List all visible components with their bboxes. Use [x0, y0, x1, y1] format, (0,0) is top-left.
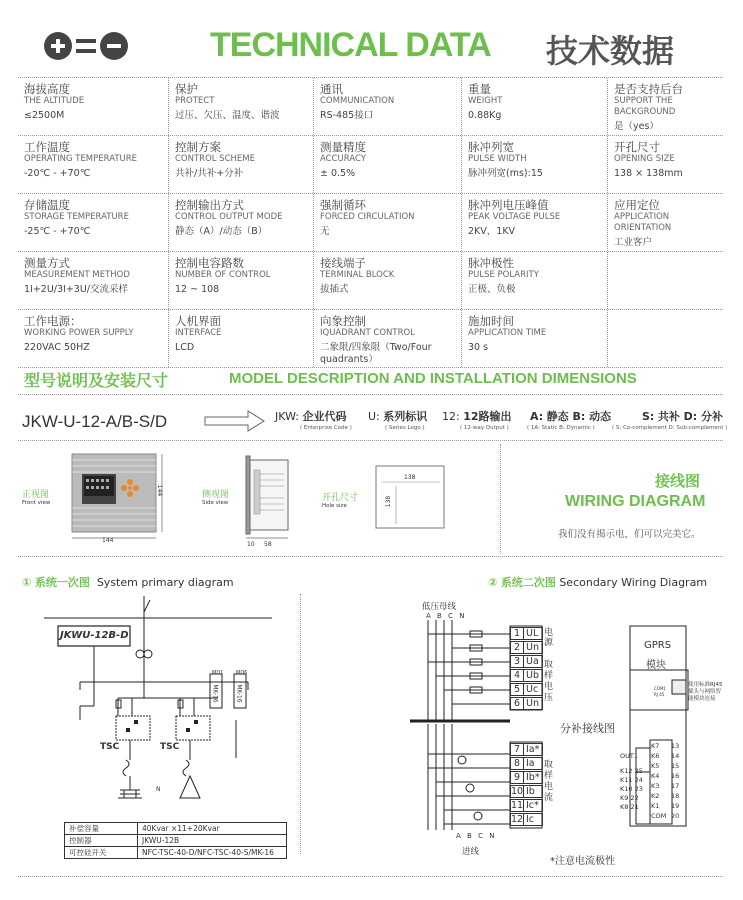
spec-label-en: APPLICATION ORIENTATION — [614, 212, 672, 233]
terminal-number: 8 — [510, 757, 524, 770]
current-sample-label: 取样电流 — [544, 760, 554, 803]
spec-value: ± 0.5% — [320, 168, 356, 179]
md1-label: MD1 — [212, 670, 224, 676]
spec-label-en: ACCURACY — [320, 154, 366, 164]
primary-spec-table — [64, 822, 287, 859]
mk-label-1: MK-16 — [211, 684, 219, 703]
terminal-number: 2 — [510, 641, 524, 654]
output-mid-terminal — [651, 742, 679, 750]
spec-value: LCD — [175, 342, 195, 353]
spec-label-cn: 强制循环 — [320, 198, 366, 212]
table-cell: 控制器 — [65, 835, 138, 847]
spec-value: 0.88Kg — [468, 110, 502, 121]
spec-value: 12 ~ 108 — [175, 284, 220, 295]
spec-row — [18, 78, 723, 136]
terminal-number: 9 — [510, 771, 524, 784]
legend-ab-sub: ( 1A: Static B: Dynamic ) — [527, 425, 595, 431]
output-mid-terminal — [651, 752, 679, 760]
voltage-sample-label: 取样电压 — [544, 660, 554, 703]
spec-cell — [313, 252, 461, 309]
spec-label-en: APPLICATION TIME — [468, 328, 547, 338]
out-left-num: 21 — [630, 803, 639, 811]
phase-labels-bottom: A B C N — [456, 832, 497, 840]
legend-12-sub: ( 12-way Output ) — [460, 425, 509, 431]
terminal-number: 10 — [511, 786, 524, 797]
spec-value: 脉冲列宽(ms):15 — [468, 168, 543, 179]
page-title-en: TECHNICAL DATA — [210, 26, 491, 64]
spec-label-cn: 海拔高度 — [24, 82, 70, 96]
spec-label-cn: 脉冲列电压峰值 — [468, 198, 549, 212]
divider — [18, 394, 723, 395]
out-left-label: K12 — [620, 767, 633, 775]
spec-cell — [461, 252, 607, 309]
spec-label-cn: 存储温度 — [24, 198, 70, 212]
terminal — [510, 655, 543, 668]
terminal-label: Ib — [524, 785, 543, 798]
spec-value: 过压、欠压、温度、谐波 — [175, 110, 280, 121]
spec-table — [18, 78, 723, 368]
legend-u-sub: ( Series Logo ) — [385, 425, 425, 431]
terminal-label: Ic* — [524, 799, 543, 812]
divider — [18, 556, 723, 557]
out-mid-num: 14 — [671, 752, 680, 760]
polarity-note: *注意电流极性 — [550, 856, 615, 867]
output-mid-terminal — [651, 782, 679, 790]
primary-diagram-label: ① 系统一次图 System primary diagram — [22, 576, 234, 589]
terminal — [510, 771, 543, 784]
model-code: JKW-U-12-A/B-S/D — [22, 412, 168, 431]
terminal-label: Ic — [524, 813, 543, 826]
out-mid-num: 18 — [671, 792, 680, 800]
front-height-dim: 144 — [156, 484, 164, 497]
terminal-number: 6 — [510, 697, 524, 710]
spec-value: ≤2500M — [24, 110, 65, 121]
spec-cell — [607, 252, 723, 309]
output-left-terminal — [620, 803, 639, 811]
side-depth-dim-10: 10 — [247, 541, 255, 548]
terminal-label: Un — [524, 641, 543, 654]
spec-label-cn: 工作电源： — [24, 314, 82, 328]
out-left-label: K8 — [620, 803, 629, 811]
out-left-label: K10 — [620, 785, 633, 793]
secondary-diagram-label: ② 系统二次图 Secondary Wiring Diagram — [488, 576, 708, 589]
spec-cell — [18, 252, 168, 309]
divider-vertical — [300, 594, 301, 854]
spec-value: RS-485接口 — [320, 110, 374, 121]
output-left-terminal — [620, 776, 643, 784]
out-left-label: K9 — [620, 794, 629, 802]
table-cell: 可控硅开关 — [65, 847, 138, 859]
out-mid-num: 19 — [671, 802, 680, 810]
front-view-label: 正视图 Front view — [22, 490, 51, 506]
spec-label-cn: 通讯 — [320, 82, 343, 96]
spec-label-cn: 脉冲极性 — [468, 256, 514, 270]
spec-cell — [461, 310, 607, 367]
spec-label-en: THE ALTITUDE — [24, 96, 85, 106]
output-left-terminal — [620, 785, 643, 793]
spec-cell — [313, 78, 461, 135]
wiring-title-en: WIRING DIAGRAM — [565, 493, 706, 510]
spec-label-cn: 控制方案 — [175, 140, 221, 154]
spec-cell — [607, 310, 723, 367]
spec-label-en: WEIGHT — [468, 96, 503, 106]
center-label: 分补接线图 — [560, 722, 615, 735]
output-mid-terminal — [651, 792, 679, 800]
com1-label: COM1 — [654, 686, 666, 691]
slogan: 我们没有揭示电，们可以完美它。 — [558, 529, 701, 540]
out-left-num: 24 — [634, 776, 643, 784]
terminal — [510, 757, 543, 770]
tsc-label-1: TSC — [100, 742, 120, 752]
terminal-label: Ia* — [524, 743, 543, 756]
output-mid-terminal — [651, 762, 679, 770]
out-mid-label: K1 — [651, 802, 660, 810]
out-left-num: 23 — [634, 785, 643, 793]
arrow-right-icon — [204, 410, 266, 432]
controller-box-label: JKWU-12B-D — [60, 630, 129, 641]
spec-value: 二象限/四象限（Two/Four quadrants） — [320, 342, 432, 365]
out-mid-label: K4 — [651, 772, 660, 780]
terminal-number: 11 — [511, 800, 524, 811]
hole-size-label: 开孔尺寸 Hole size — [322, 493, 359, 509]
plus-equals-minus-logo-icon — [42, 30, 130, 62]
terminal-label: Un — [524, 697, 543, 710]
n-label: N — [156, 786, 161, 793]
spec-value: 1I+2U/3I+3U/交流采样 — [24, 284, 129, 295]
legend-sd: S: 共补 D: 分补 — [642, 410, 724, 423]
terminal — [510, 799, 543, 812]
spec-value: 30 s — [468, 342, 489, 353]
gprs-module-label: 模块 — [646, 660, 666, 671]
spec-cell — [168, 194, 313, 251]
spec-label-en: COMMUNICATION — [320, 96, 395, 106]
terminal — [510, 627, 543, 640]
spec-label-cn: 是否支持后台 — [614, 82, 683, 96]
terminal — [510, 813, 543, 826]
legend-12: 12: 12路输出 — [442, 410, 512, 423]
spec-label-en: MEASUREMENT METHOD — [24, 270, 130, 280]
spec-cell — [313, 136, 461, 193]
spec-cell — [607, 78, 723, 135]
terminal-number: 4 — [510, 669, 524, 682]
out-mid-label: COM — [651, 812, 667, 820]
out-mid-num: 13 — [671, 742, 680, 750]
spec-label-en: INTERFACE — [175, 328, 222, 338]
spec-label-cn: 工作温度 — [24, 140, 70, 154]
spec-label-en: FORCED CIRCULATION — [320, 212, 415, 222]
out-mid-num: 15 — [671, 762, 680, 770]
spec-label-en: CONTROL OUTPUT MODE — [175, 212, 283, 222]
out-mid-label: K3 — [651, 782, 660, 790]
hole-width-dim: 138 — [404, 474, 416, 481]
spec-value: 无 — [320, 226, 330, 237]
spec-cell — [18, 78, 168, 135]
spec-cell — [168, 310, 313, 367]
spec-cell — [607, 194, 723, 251]
spec-value: 拔插式 — [320, 284, 349, 295]
terminal — [510, 785, 543, 798]
side-view-label: 侧视图 Side view — [202, 490, 230, 506]
power-supply-label: 电源 — [544, 628, 554, 648]
terminal — [510, 697, 543, 710]
wiring-title-cn: 接线图 — [655, 472, 701, 490]
terminal-number: 12 — [511, 814, 524, 825]
out-left-num: 22 — [630, 794, 639, 802]
spec-value: 正极、负极 — [468, 284, 516, 295]
spec-label-en: WORKING POWER SUPPLY — [24, 328, 134, 338]
terminal-label: Uc — [524, 683, 543, 696]
spec-cell — [168, 78, 313, 135]
spec-label-cn: 接线端子 — [320, 256, 366, 270]
table-cell: 补偿容量 — [65, 823, 138, 835]
spec-label-en: PULSE WIDTH — [468, 154, 527, 164]
terminal-number: 1 — [510, 627, 524, 640]
table-cell: NFC-TSC-40-D/NFC-TSC-40-S/MK-16 — [138, 847, 287, 859]
terminal — [510, 683, 543, 696]
spec-row — [18, 194, 723, 252]
md6-label: MD6 — [236, 670, 248, 676]
output-left-terminal — [620, 752, 638, 760]
divider-vertical — [500, 444, 501, 554]
terminal-number: 5 — [510, 683, 524, 696]
terminal-number: 3 — [510, 655, 524, 668]
output-left-terminal — [620, 767, 643, 775]
legend-u: U: 系列标识 — [368, 410, 428, 423]
page-title-cn: 技术数据 — [546, 32, 675, 70]
spec-cell — [607, 136, 723, 193]
spec-cell — [461, 136, 607, 193]
spec-label-en: STORAGE TEMPERATURE — [24, 212, 129, 222]
front-view-drawing — [70, 452, 170, 544]
side-view-drawing — [244, 454, 294, 542]
spec-label-en: OPENING SIZE — [614, 154, 675, 164]
spec-value: 是（yes） — [614, 121, 659, 132]
model-section-title-cn: 型号说明及安装尺寸 — [24, 371, 169, 390]
out-left-num: 25 — [634, 767, 643, 775]
side-depth-dim-58: 58 — [264, 541, 272, 548]
legend-sd-sub: ( S: Co-complement D: Sub-complement ) — [612, 425, 728, 431]
spec-value: 138 × 138mm — [614, 168, 683, 179]
divider — [18, 876, 723, 877]
terminal-label: Ub — [524, 669, 543, 682]
output-left-terminal — [620, 794, 639, 802]
output-mid-terminal — [651, 812, 679, 820]
terminal — [510, 641, 543, 654]
legend-jkw: JKW: 企业代码 — [275, 410, 347, 423]
spec-cell — [168, 136, 313, 193]
spec-cell — [313, 310, 461, 367]
divider — [18, 440, 723, 441]
terminal — [510, 669, 543, 682]
out-mid-num: 20 — [671, 812, 680, 820]
out-mid-label: K6 — [651, 752, 660, 760]
mk-label-2: MK-16 — [235, 684, 243, 703]
hole-height-dim: 138 — [385, 495, 393, 508]
spec-label-en: TERMINAL BLOCK — [320, 270, 395, 280]
out-mid-num: 16 — [671, 772, 680, 780]
spec-label-en: PROTECT — [175, 96, 215, 106]
terminal-label: Ia — [524, 757, 543, 770]
spec-label-cn: 应用定位 — [614, 198, 660, 212]
spec-cell — [168, 252, 313, 309]
spec-row — [18, 310, 723, 368]
spec-label-cn: 向象控制 — [320, 314, 366, 328]
table-cell: JKWU-12B — [138, 835, 287, 847]
spec-value: 220VAC 50HZ — [24, 342, 90, 353]
bus-label: 低压母线 — [422, 602, 457, 612]
spec-label-cn: 脉冲列宽 — [468, 140, 514, 154]
out-mid-label: K2 — [651, 792, 660, 800]
terminal-label: UL — [524, 627, 543, 640]
spec-label-cn: 测量方式 — [24, 256, 70, 270]
in-line-label: 进线 — [462, 847, 480, 857]
legend-ab: A: 静态 B: 动态 — [530, 410, 612, 423]
table-cell: 40Kvar ×11+20Kvar — [138, 823, 287, 835]
spec-label-en: OPERATING TEMPERATURE — [24, 154, 138, 164]
spec-label-cn: 测量精度 — [320, 140, 366, 154]
tsc-label-2: TSC — [160, 742, 180, 752]
model-section-title-en: MODEL DESCRIPTION AND INSTALLATION DIMENSIONS — [229, 370, 637, 387]
spec-value: 2KV，1KV — [468, 226, 516, 237]
gprs-label: GPRS — [644, 640, 672, 651]
output-mid-terminal — [651, 772, 679, 780]
spec-label-en: IQUADRANT CONTROL — [320, 328, 415, 338]
spec-label-cn: 控制输出方式 — [175, 198, 244, 212]
spec-cell — [18, 136, 168, 193]
spec-label-cn: 开孔尺寸 — [614, 140, 660, 154]
spec-row — [18, 136, 723, 194]
spec-label-en: PULSE POLARITY — [468, 270, 539, 280]
spec-label-en: CONTROL SCHEME — [175, 154, 256, 164]
terminal-label: Ua — [524, 655, 543, 668]
spec-value: 静态（A）/动态（B） — [175, 226, 268, 237]
spec-cell — [461, 78, 607, 135]
spec-value: 共补/共补+分补 — [175, 168, 244, 179]
spec-cell — [313, 194, 461, 251]
terminal-label: Ib* — [524, 771, 543, 784]
out-left-label: K11 — [620, 776, 633, 784]
rj45-label: RJ 45 — [654, 692, 665, 697]
front-width-dim: 144 — [102, 537, 114, 544]
out-mid-label: K5 — [651, 762, 660, 770]
spec-label-cn: 控制电容路数 — [175, 256, 244, 270]
spec-cell — [18, 310, 168, 367]
spec-label-en: SUPPORT THE BACKGROUND — [614, 96, 676, 117]
spec-label-cn: 重量 — [468, 82, 491, 96]
spec-label-en: NUMBER OF CONTROL — [175, 270, 271, 280]
out-mid-label: K7 — [651, 742, 660, 750]
spec-label-cn: 人机界面 — [175, 314, 221, 328]
out-mid-num: 17 — [671, 782, 680, 790]
spec-label-cn: 保护 — [175, 82, 198, 96]
rj45-note: 使用标准RJ45插头与网络智能模块连接 — [688, 682, 723, 702]
terminal — [510, 743, 543, 756]
legend-jkw-sub: ( Enterprise Code ) — [300, 425, 352, 431]
out-left-label: OUT1 — [620, 752, 638, 760]
spec-label-cn: 施加时间 — [468, 314, 514, 328]
spec-value: -20℃ - +70℃ — [24, 168, 91, 179]
terminal-number: 7 — [510, 743, 524, 756]
output-mid-terminal — [651, 802, 679, 810]
spec-value: 工业客户 — [614, 237, 653, 248]
phase-labels: A B C N — [426, 612, 467, 620]
spec-value: -25℃ - +70℃ — [24, 226, 91, 237]
spec-cell — [18, 194, 168, 251]
spec-label-en: PEAK VOLTAGE PULSE — [468, 212, 561, 222]
spec-row — [18, 252, 723, 310]
spec-cell — [461, 194, 607, 251]
